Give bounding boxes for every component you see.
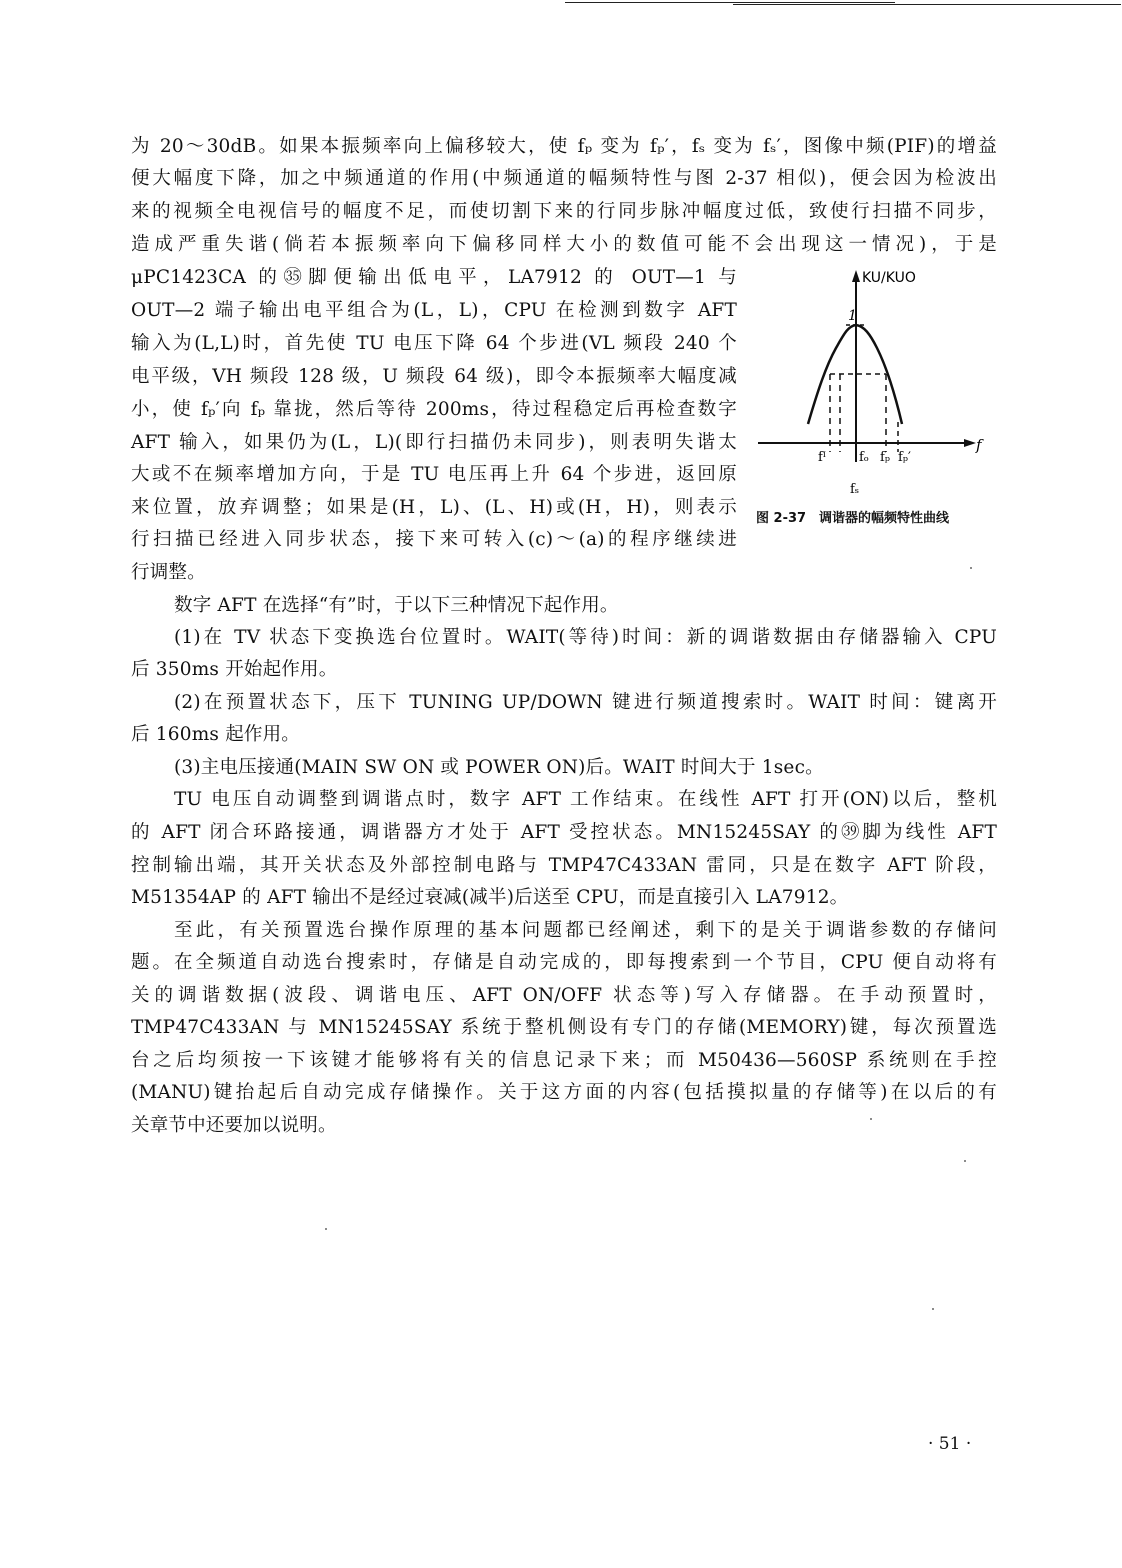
text-line: 关的调谐数据(波段、调谐电压、AFT ON/OFF 状态等)写入存储器。在手动预置时，	[131, 985, 997, 1006]
scan-speck	[932, 1308, 934, 1310]
tick-label-fp: fₚ	[880, 450, 891, 465]
tick-label-fp-prime: fₚ′	[898, 450, 911, 465]
text-line: (MANU)键抬起后自动完成存储操作。关于这方面的内容(包括摸拟量的存储等)在以后的有	[131, 1082, 997, 1103]
text-line: M51354AP 的 AFT 输出不是经过衰减(减半)后送至 CPU，而是直接引入 LA7912。	[131, 887, 849, 908]
text-line: 便大幅度下降，加之中频通道的作用(中频通道的幅频特性与图 2-37 相似)，便会因为检波出	[131, 168, 997, 189]
text-line: 行调整。	[131, 562, 206, 583]
scan-speck	[964, 1160, 966, 1162]
text-line: 后 350ms 开始起作用。	[131, 659, 338, 680]
tick-label-fI: fᴵ	[818, 450, 827, 465]
frequency-response-curve	[752, 262, 992, 512]
text-line: (3)主电压接通(MAIN SW ON 或 POWER ON)后。WAIT 时间大于 1sec。	[174, 757, 824, 778]
text-line: 造成严重失谐(倘若本振频率向下偏移同样大小的数值可能不会出现这一情况)，于是	[131, 234, 997, 255]
header-rule	[733, 4, 1121, 5]
x-axis-arrow	[964, 439, 976, 447]
text-line: 电平级，VH 频段 128 级，U 频段 64 级)，即令本振频率大幅度减	[131, 366, 737, 387]
text-line: TU 电压自动调整到调谐点时，数字 AFT 工作结束。在线性 AFT 打开(ON)以后，整机	[174, 789, 997, 810]
header-rule	[565, 2, 895, 3]
text-line: 题。在全频道自动选台搜索时，存储是自动完成的，即每搜索到一个节目，CPU 便自动将有	[131, 952, 997, 973]
text-line: (2)在预置状态下，压下 TUNING UP/DOWN 键进行频道搜索时。WAIT 时间：键离开	[174, 692, 997, 713]
text-line: 的 AFT 闭合环路接通，调谐器方才处于 AFT 受控状态。MN15245SAY 的㊴脚为线性 AFT	[131, 822, 997, 843]
scan-speck	[970, 567, 972, 569]
tick-label-fo: fₒ	[859, 450, 869, 465]
text-line: 输入为(L,L)时，首先使 TU 电压下降 64 个步进(VL 频段 240 个	[131, 333, 737, 354]
y-axis-label: KU/KUO	[862, 270, 916, 286]
page-number: · 51 ·	[928, 1434, 972, 1454]
x-axis-label: f	[976, 436, 982, 454]
text-line: 来位置，放弃调整；如果是(H，L)、(L、H)或(H，H)，则表示	[131, 497, 737, 518]
text-line: AFT 输入，如果仍为(L，L)(即行扫描仍未同步)，则表明失谐太	[131, 432, 737, 453]
text-line: 为 20～30dB。如果本振频率向上偏移较大，使 fₚ 变为 fₚ′，fₛ 变为 fₛ′，图像中频(PIF)的增益	[131, 136, 997, 157]
tick-label-fs: fₛ	[850, 482, 860, 497]
scan-speck	[870, 1118, 872, 1120]
text-line: OUT—2 端子输出电平组合为(L，L)，CPU 在检测到数字 AFT	[131, 300, 737, 321]
text-line: 控制输出端，其开关状态及外部控制电路与 TMP47C433AN 雷同，只是在数字 AFT 阶段，	[131, 855, 997, 876]
figure-caption: 图 2-37 调谐器的幅频特性曲线	[756, 511, 950, 526]
text-line: TMP47C433AN 与 MN15245SAY 系统于整机侧设有专门的存储(MEMORY)键，每次预置选	[131, 1017, 997, 1038]
y-axis-arrow	[852, 270, 860, 282]
text-line: 关章节中还要加以说明。	[131, 1115, 337, 1136]
text-line: (1)在 TV 状态下变换选台位置时。WAIT(等待)时间：新的调谐数据由存储器输入 CPU	[174, 627, 997, 648]
text-line: 后 160ms 起作用。	[131, 724, 301, 745]
text-line: 小，使 fₚ′向 fₚ 靠拢，然后等待 200ms，待过程稳定后再检查数字	[131, 399, 737, 420]
text-line: 行扫描已经进入同步状态，接下来可转入(c)～(a)的程序继续进	[131, 529, 737, 550]
text-line: 台之后均须按一下该键才能够将有关的信息记录下来；而 M50436—560SP 系统则在手控	[131, 1050, 997, 1071]
text-line: 数字 AFT 在选择“有”时，于以下三种情况下起作用。	[174, 595, 619, 616]
tuner-frequency-response-figure	[752, 262, 992, 532]
text-line: 大或不在频率增加方向，于是 TU 电压再上升 64 个步进，返回原	[131, 464, 737, 485]
text-line: μPC1423CA 的㉟脚便输出低电平，LA7912 的 OUT—1 与	[131, 267, 737, 288]
text-line: 来的视频全电视信号的幅度不足，而使切割下来的行同步脉冲幅度过低，致使行扫描不同步，	[131, 201, 997, 222]
text-line: 至此，有关预置选台操作原理的基本问题都已经阐述，剩下的是关于调谐参数的存储问	[174, 920, 997, 941]
scan-speck	[325, 1228, 327, 1230]
peak-label: 1	[848, 308, 857, 324]
